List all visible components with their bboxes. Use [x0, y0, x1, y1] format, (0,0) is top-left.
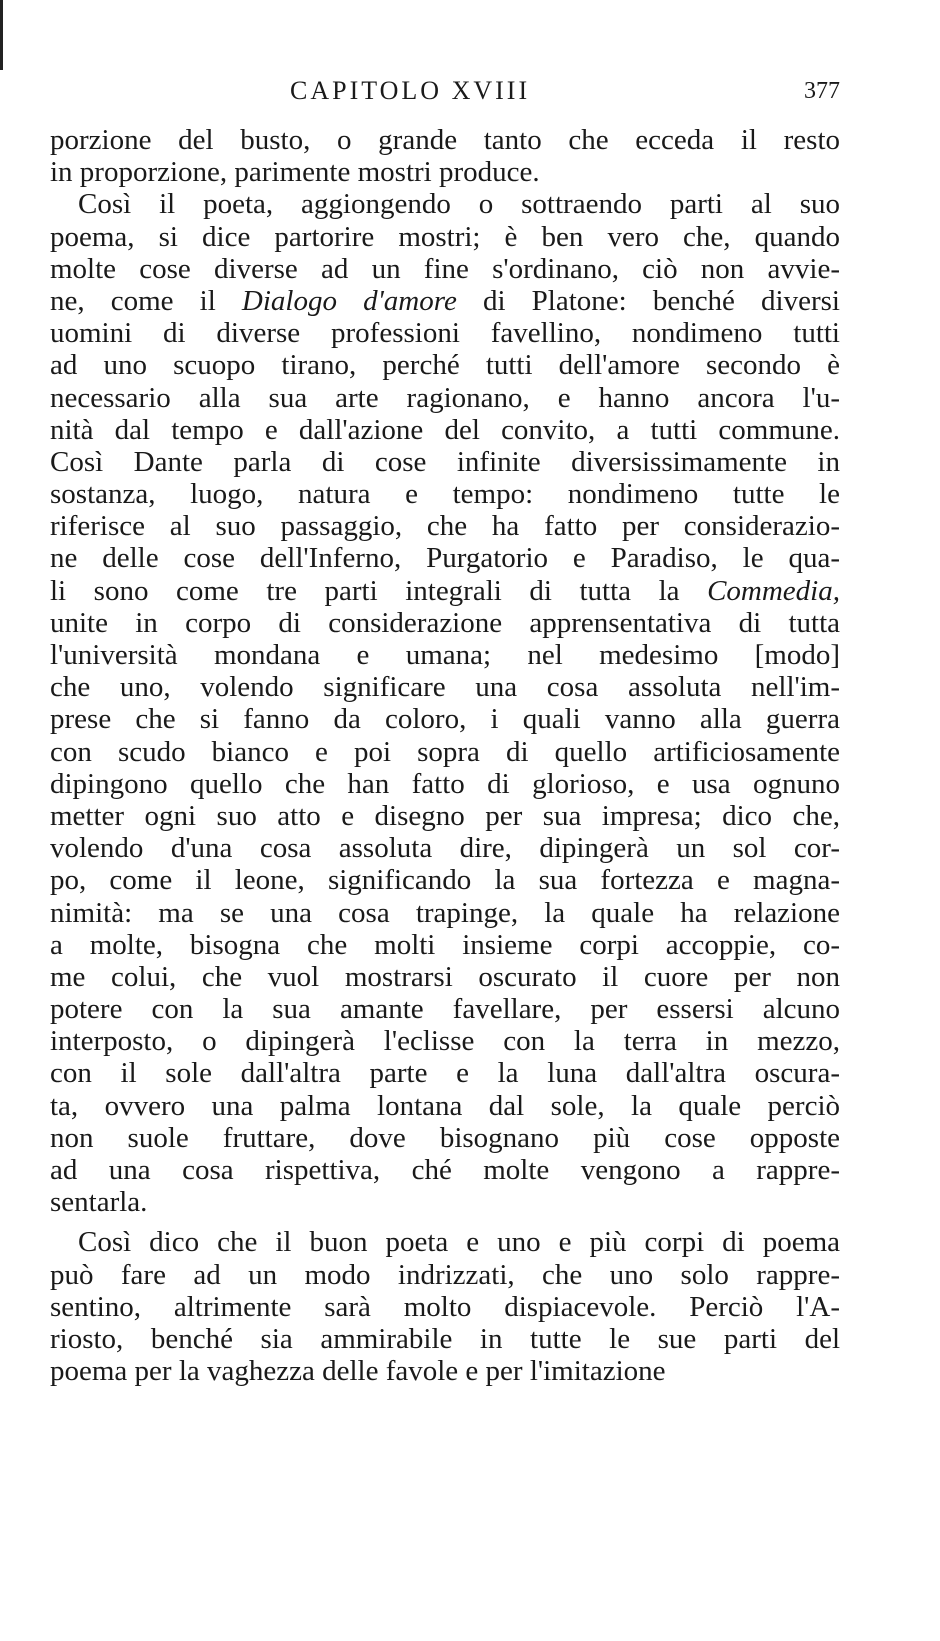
text-line: uomini di diverse professioni favellino, nondimeno tutti [50, 317, 840, 350]
page-number: 377 [804, 78, 840, 104]
text-segment: di Platone: benché diversi [456, 284, 840, 317]
text-line: metter ogni suo atto e disegno per sua impresa; dico che, [50, 799, 840, 832]
text-line: interposto, o dipingerà l'eclisse con la terra in mezzo, [50, 1025, 840, 1058]
text-line: nimità: ma se una cosa trapinge, la quale ha relazione [50, 896, 840, 929]
text-line: che uno, volendo significare una cosa assoluta nell'im- [50, 671, 840, 704]
text-line: unite in corpo di considerazione apprensentativa di tutta [50, 606, 840, 639]
text-line: riosto, benché sia ammirabile in tutte le sue parti del [50, 1322, 840, 1355]
text-line: po, come il leone, significando la sua fortezza e magna- [50, 864, 840, 897]
text-line: riferisce al suo passaggio, che ha fatto per considerazio- [50, 510, 840, 543]
italic-title: Commedia, [707, 574, 840, 607]
text-line: non suole fruttare, dove bisognano più cose opposte [50, 1121, 840, 1154]
page-edge-mark [0, 0, 3, 70]
text-segment: li sono come tre parti integrali di tutta la [50, 574, 708, 607]
text-line: potere con la sua amante favellare, per essersi alcuno [50, 993, 840, 1026]
text-line: in proporzione, parimente mostri produce. [50, 156, 540, 189]
text-line: ad una cosa rispettiva, ché molte vengono a rappre- [50, 1154, 840, 1186]
text-line: ne delle cose dell'Inferno, Purgatorio e Paradiso, le qua- [50, 542, 840, 575]
text-segment: ne, come il [50, 284, 242, 317]
text-line: poema, si dice partorire mostri; è ben vero che, quando [50, 220, 840, 253]
text-line: l'università mondana e umana; nel medesimo [modo] [50, 639, 840, 671]
text-line [50, 285, 840, 317]
text-line: può fare ad un modo indrizzati, che uno solo rappre- [50, 1258, 840, 1291]
text-line: necessario alla sua arte ragionano, e hanno ancora l'u- [50, 381, 840, 414]
text-line: Così dico che il buon poeta e uno e più corpi di poema [78, 1226, 840, 1259]
text-line: sostanza, luogo, natura e tempo: nondimeno tutte le [50, 478, 840, 511]
text-line: nità dal tempo e dall'azione del convito, a tutti commune. [50, 413, 840, 446]
text-line: me colui, che vuol mostrarsi oscurato il cuore per non [50, 960, 840, 993]
text-line: con scudo bianco e poi sopra di quello artificiosamente [50, 735, 840, 768]
text-line: molte cose diverse ad un fine s'ordinano, ciò non avvie- [50, 252, 840, 285]
paragraph-gap [50, 1218, 840, 1226]
text-line: volendo d'una cosa assoluta dire, dipingerà un sol cor- [50, 832, 840, 865]
text-line: con il sole dall'altra parte e la luna dall'altra oscura- [50, 1057, 840, 1090]
text-line: Così Dante parla di cose infinite diversissimamente in [50, 445, 840, 478]
page-header [50, 76, 840, 110]
text-line: a molte, bisogna che molti insieme corpi accoppie, co- [50, 928, 840, 961]
text-line: sentarla. [50, 1186, 148, 1219]
text-line: prese che si fanno da coloro, i quali vanno alla guerra [50, 703, 840, 736]
text-line: Così il poeta, aggiongendo o sottraendo parti al suo [78, 188, 840, 221]
running-title: CAPITOLO XVIII [290, 76, 531, 105]
text-line: dipingono quello che han fatto di glorioso, e usa ognuno [50, 767, 840, 800]
text-line: ta, ovvero una palma lontana dal sole, la quale perciò [50, 1089, 840, 1122]
body-text [50, 124, 840, 1387]
text-line: porzione del busto, o grande tanto che ecceda il resto [50, 124, 840, 156]
text-line: sentino, altrimente sarà molto dispiacevole. Perciò l'A- [50, 1290, 840, 1323]
italic-title: Dialogo d'amore [241, 284, 457, 317]
text-line [50, 575, 840, 607]
text-line: poema per la vaghezza delle favole e per l'imitazione [50, 1355, 666, 1388]
text-line: ad uno scuopo tirano, perché tutti dell'amore secondo è [50, 349, 840, 382]
